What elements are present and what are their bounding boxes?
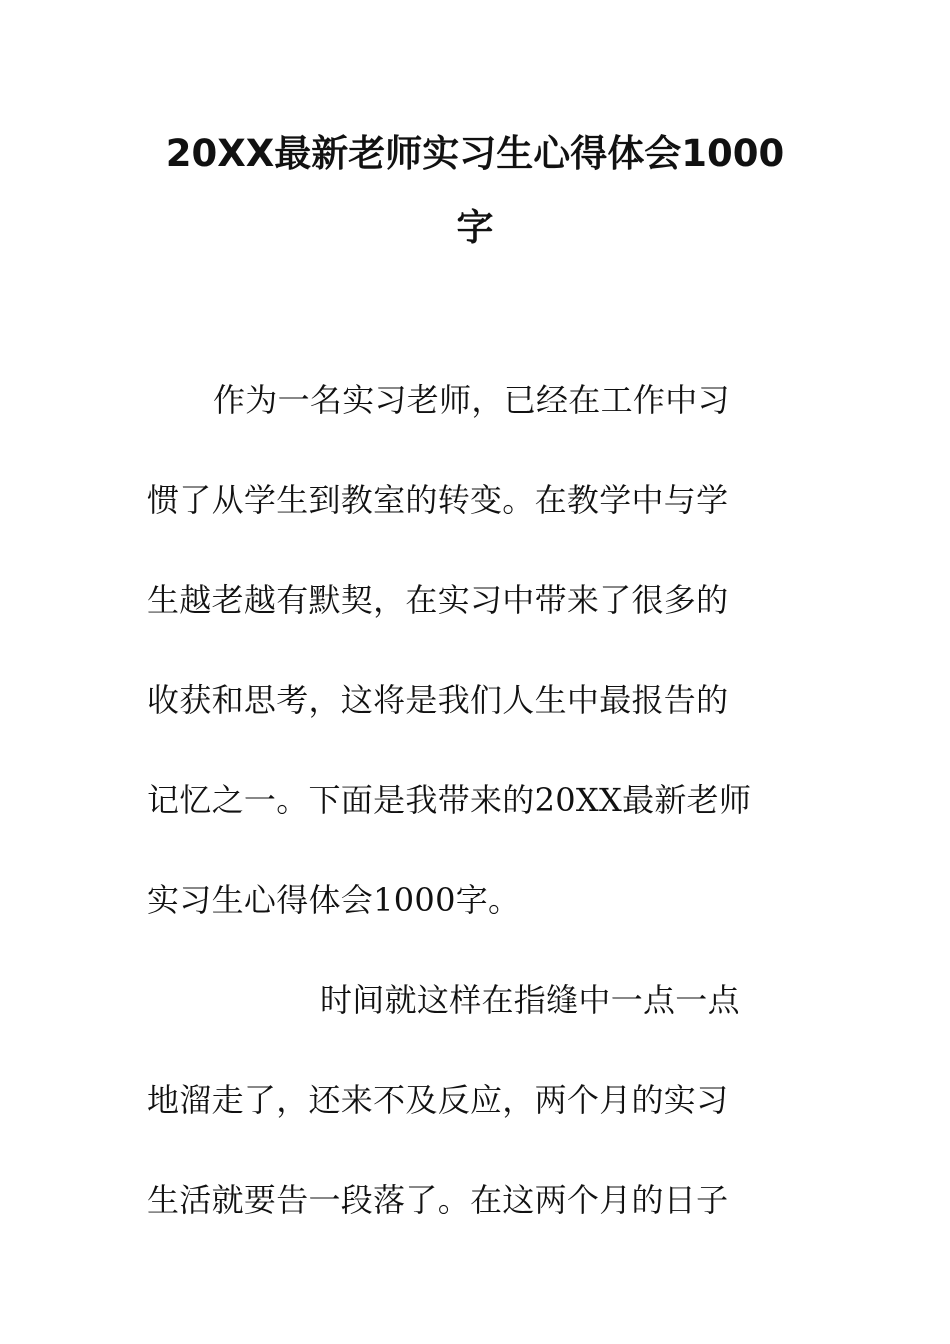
paragraph-2-line-1: 时间就这样在指缝中一点一点: [320, 981, 740, 1019]
document-title-line-2: 字: [456, 206, 494, 249]
paragraph-1-line-1: 作为一名实习老师，已经在工作中习: [213, 381, 730, 419]
paragraph-1-line-4: 收获和思考，这将是我们人生中最报告的: [147, 681, 729, 719]
paragraph-1-line-5: 记忆之一。下面是我带来的20XX最新老师: [147, 781, 752, 819]
paragraph-1-line-3: 生越老越有默契，在实习中带来了很多的: [147, 581, 729, 619]
paragraph-2-line-3: 生活就要告一段落了。在这两个月的日子: [147, 1181, 729, 1219]
document-title-line-1: 20XX最新老师实习生心得体会1000: [165, 132, 785, 175]
paragraph-2-line-2: 地溜走了，还来不及反应，两个月的实习: [147, 1081, 729, 1119]
paragraph-1-line-6: 实习生心得体会1000字。: [147, 881, 521, 919]
paragraph-1-line-2: 惯了从学生到教室的转变。在教学中与学: [147, 481, 729, 519]
